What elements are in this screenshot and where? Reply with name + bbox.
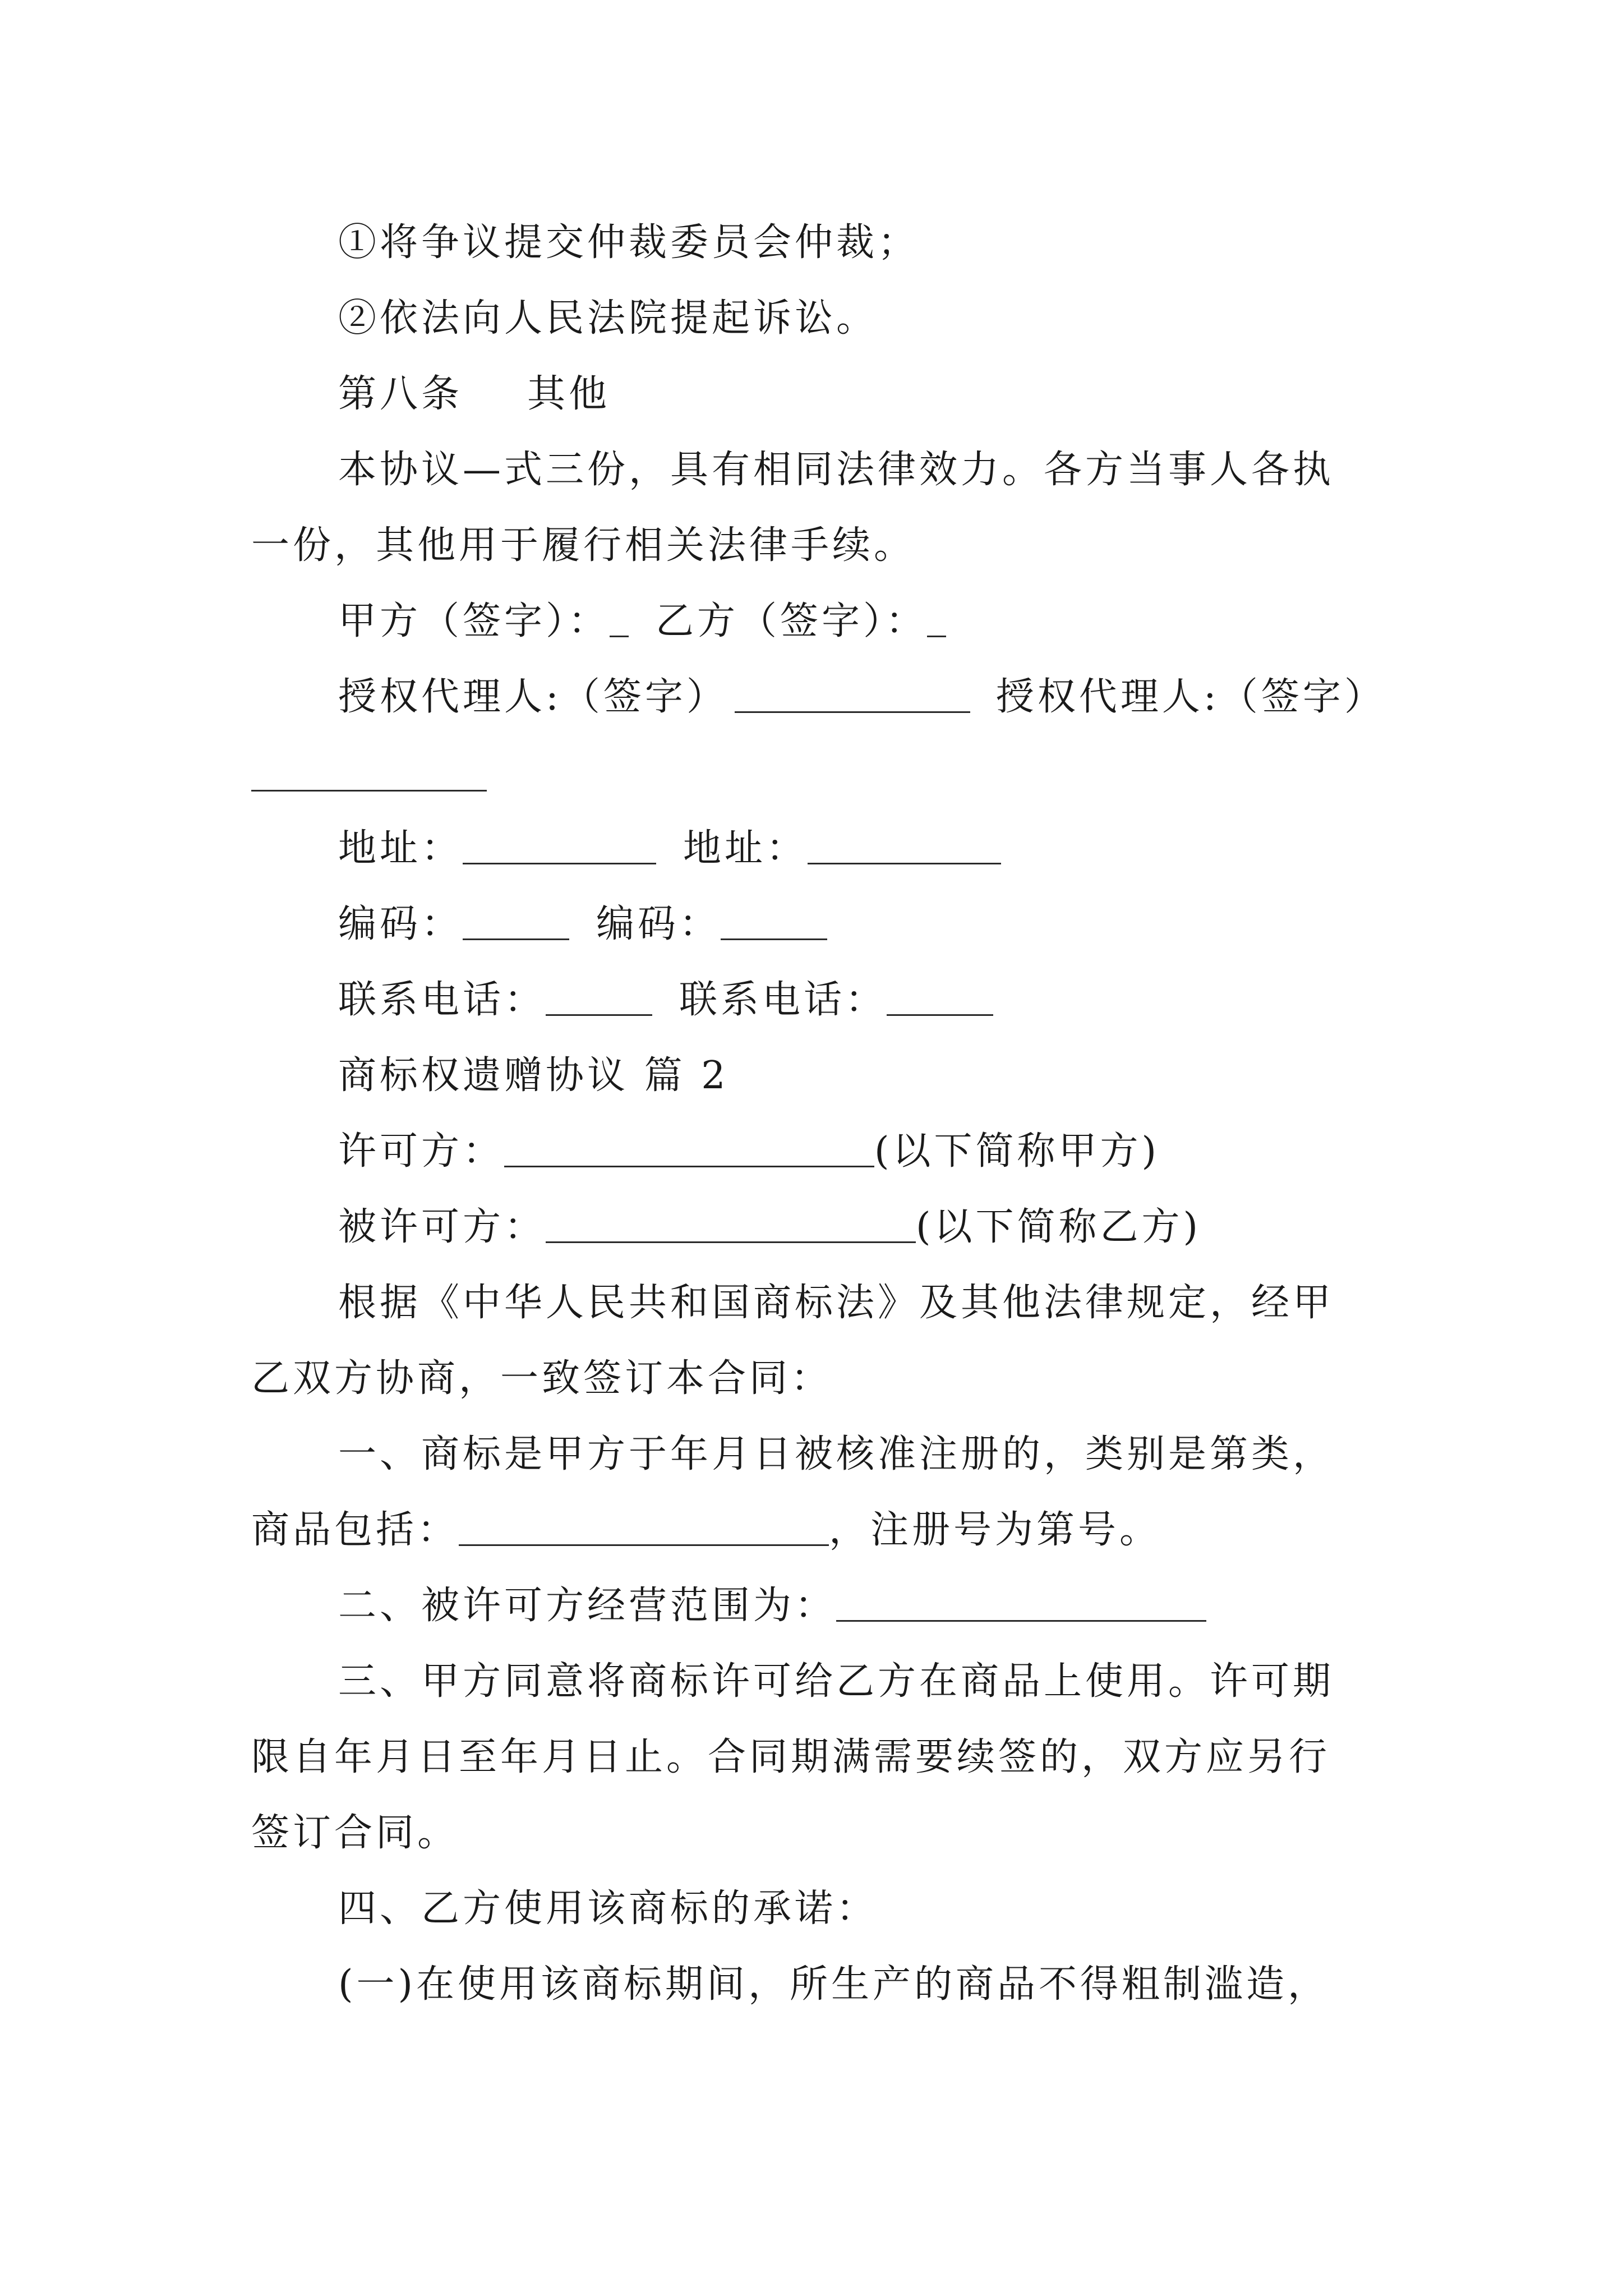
party-b-signature-label: 乙方（签字）： [656,599,928,643]
clause-one-line2 [251,1505,1161,1556]
agent-signature-line [338,672,1386,723]
clause-three-line3: 签订合同。 [251,1811,459,1855]
address-b-label: 地址： [683,826,808,871]
paragraph-arbitration: ①将争议提交仲裁委员会仲裁； [338,220,920,265]
licensor-line [338,1126,1160,1177]
clause-three-line1: 三、甲方同意将商标许可给乙方在商品上使用。许可期 [338,1659,1335,1704]
agent-b-blank [251,790,487,792]
preamble-line2: 乙双方协商，一致签订本合同： [251,1356,833,1401]
goods-label: 商品包括： [251,1508,459,1552]
licensee-line [338,1202,1201,1253]
agent-b-label: 授权代理人:（签字） [995,675,1386,719]
phone-line [338,975,993,1025]
clause-one-line1: 一、商标是甲方于年月日被核准注册的，类别是第类， [338,1432,1335,1476]
address-a-label: 地址： [338,826,463,871]
postcode-b-blank [721,899,827,940]
registration-text: ，注册号为第号。 [829,1508,1161,1552]
article-number: 第八条 [338,372,463,416]
phone-a-label: 联系电话： [338,978,546,1022]
licensee-note: (以下简称乙方) [916,1205,1202,1249]
paragraph-copies-line1: 本协议—式三份，具有相同法律效力。各方当事人各执 [338,448,1335,492]
party-b-signature-blank [927,596,946,637]
address-b-blank [808,823,1001,864]
address-line [338,823,1001,874]
licensee-blank [546,1202,916,1243]
postcode-b-label: 编码： [596,902,721,946]
preamble-line1: 根据《中华人民共和国商标法》及其他法律规定，经甲 [338,1281,1335,1325]
phone-b-label: 联系电话： [679,978,887,1022]
party-a-signature-blank [610,596,629,637]
phone-b-blank [887,975,993,1016]
goods-blank [459,1505,829,1546]
postcode-a-blank [463,899,569,940]
postcode-a-label: 编码： [338,902,463,946]
paragraph-copies-line2: 一份，其他用于履行相关法律手续。 [251,523,916,568]
clause-three-line2: 限自年月日至年月日止。合同期满需要续签的，双方应另行 [251,1735,1331,1779]
business-scope-label: 二、被许可方经营范围为： [338,1584,837,1628]
signature-line [338,596,946,647]
clause-two [338,1581,1206,1631]
paragraph-litigation: ②依法向人民法院提起诉讼。 [338,296,878,341]
address-a-blank [463,823,656,864]
business-scope-blank [836,1581,1206,1622]
postcode-line [338,899,827,950]
licensor-blank [504,1126,874,1167]
licensor-label: 许可方： [338,1129,505,1174]
licensor-note: (以下简称甲方) [874,1129,1160,1174]
agent-a-label: 授权代理人:（签字） [338,675,728,719]
clause-four-heading: 四、乙方使用该商标的承诺： [338,1887,878,1931]
article-title: 其他 [527,372,611,416]
phone-a-blank [546,975,652,1016]
agent-a-blank [735,672,970,713]
licensee-label: 被许可方： [338,1205,546,1249]
clause-four-item-one: (一)在使用该商标期间，所生产的商品不得粗制滥造， [338,1962,1330,2007]
section-heading: 商标权遗赠协议 篇 2 [338,1053,729,1098]
article-heading [338,369,610,420]
party-a-signature-label: 甲方（签字）： [338,599,610,643]
